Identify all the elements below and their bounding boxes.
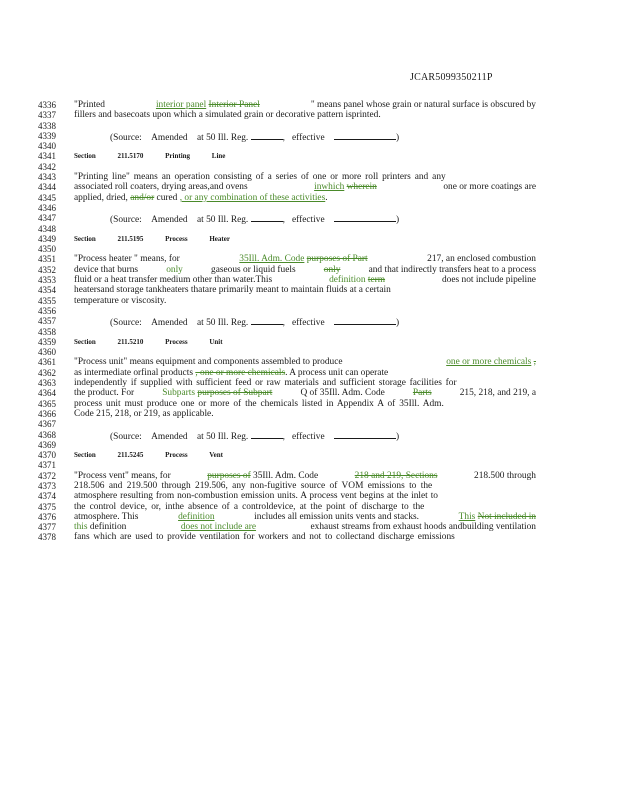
line-number: 4347 (38, 213, 56, 224)
paragraph-process-vent-line-6: this definition does not include are exhaust streams from exhaust hoods andbuilding ventilation (74, 522, 536, 533)
paragraph-process-unit-line-2: as intermediate orfinal products , one or more chemicals. A process unit can operate (74, 367, 389, 378)
line-number: 4356 (38, 305, 56, 316)
line-number: 4376 (38, 511, 56, 522)
line-number: 4339 (38, 130, 56, 141)
paragraph-process-heater-line-2: device that burns only gaseous or liquid fuels only and that indirectly transfers heat to a process (74, 264, 536, 275)
section-heading: Section 211.5195 Process Heater (74, 234, 230, 243)
line-number: 4371 (38, 460, 56, 471)
deletion: Interior Panel (208, 100, 260, 110)
line-number: 4372 (38, 470, 56, 481)
line-number: 4340 (38, 141, 56, 152)
section-heading: Section 211.5210 Process Unit (74, 337, 223, 346)
section-heading: Section 211.5245 Process Vent (74, 451, 223, 460)
line-number: 4338 (38, 120, 56, 131)
paragraph-process-vent-line-3: atmosphere resulting from non-combustion emission units. A process vent begins at the inlet to (74, 491, 438, 502)
line-number: 4348 (38, 223, 56, 234)
line-number: 4367 (38, 419, 56, 430)
line-number: 4351 (38, 254, 56, 265)
line-number: 4343 (38, 172, 56, 183)
line-number: 4362 (38, 367, 56, 378)
line-number: 4377 (38, 522, 56, 533)
line-number: 4361 (38, 357, 56, 368)
line-number: 4336 (38, 100, 56, 110)
source-note: (Source: Amended at 50 Ill. Reg. , effective ) (110, 132, 400, 143)
paragraph-process-unit-line-1: "Process unit" means equipment and components assembled to produce one or more chemicals , (74, 357, 536, 368)
paragraph-process-vent-line-7: fans which are used to provide ventilation for workers and not to collectand discharge emissions (74, 532, 455, 543)
document-body (74, 100, 536, 543)
source-note: (Source: Amended at 50 Ill. Reg. , effective ) (110, 215, 400, 226)
line-number: 4363 (38, 378, 56, 389)
line-number: 4368 (38, 429, 56, 440)
line-number: 4373 (38, 480, 56, 491)
paragraph-printed-line-2: fillers and basecoats upon which a simulated grain or decorative pattern isprinted. (74, 110, 381, 121)
line-number: 4355 (38, 295, 56, 306)
line-number: 4349 (38, 233, 56, 244)
line-number: 4337 (38, 110, 56, 121)
line-number: 4366 (38, 408, 56, 419)
line-number: 4364 (38, 388, 56, 399)
paragraph-printing-line-1: "Printing line" means an operation consisting of a series of one or more roll printers and any (74, 172, 446, 183)
line-number: 4358 (38, 326, 56, 337)
line-number: 4360 (38, 347, 56, 358)
paragraph-process-unit-line-5: process unit must produce one or more of the chemicals listed in Appendix A of 35Ill. Adm. (74, 398, 444, 409)
insertion: interior panel (155, 100, 207, 110)
document-id: JCAR5099350211P (410, 72, 493, 83)
paragraph-process-vent-line-1: "Process vent" means, for purposes of 35Ill. Adm. Code 218 and 219, Sections 218.500 through (74, 470, 536, 481)
line-number: 4375 (38, 501, 56, 512)
line-number: 4345 (38, 192, 56, 203)
line-number: 4357 (38, 316, 56, 327)
section-heading: Section 211.5170 Printing Line (74, 152, 226, 161)
line-number: 4341 (38, 151, 56, 162)
line-number: 4369 (38, 439, 56, 450)
paragraph-process-vent-line-4: the control device, or, inthe absence of a controldevice, at the point of discharge to the (74, 501, 425, 512)
paragraph-process-vent-line-2: 218.506 and 219.500 through 219.506, any non-fugitive source of VOM emissions to the (74, 480, 433, 491)
line-number: 4353 (38, 275, 56, 286)
line-number: 4342 (38, 161, 56, 172)
paragraph-process-heater-line-4: heatersand storage tankheaters thatare primarily meant to maintain fluids at a certain (74, 285, 391, 296)
line-number: 4374 (38, 491, 56, 502)
line-number: 4370 (38, 450, 56, 461)
line-number: 4378 (38, 532, 56, 543)
paragraph-process-vent-line-5: atmosphere. This definition includes all emission units vents and stacks. This Not included in (74, 511, 536, 522)
paragraph-process-unit-line-3: independently if supplied with sufficient feed or raw materials and sufficient storage facilities for (74, 378, 457, 389)
paragraph-process-unit-line-4: the product. For Subparts purposes of Subpart Q of 35Ill. Adm. Code Parts 215, 218, and 219, a (74, 388, 536, 399)
line-number: 4346 (38, 202, 56, 213)
paragraph-printing-line-3: applied, dried, and/or cured , or any combination of these activities. (74, 192, 328, 203)
line-number: 4354 (38, 285, 56, 296)
line-numbers (38, 100, 68, 543)
paragraph-printed-line-1: "Printed interior panel Interior Panel " means panel whose grain or natural surface is obscured by (74, 100, 536, 110)
source-note: (Source: Amended at 50 Ill. Reg. , effective ) (110, 318, 400, 329)
line-number: 4352 (38, 264, 56, 275)
line-number: 4344 (38, 182, 56, 193)
line-number: 4350 (38, 244, 56, 255)
source-note: (Source: Amended at 50 Ill. Reg. , effective ) (110, 431, 400, 442)
paragraph-process-heater-line-1: "Process heater " means, for 35Ill. Adm. Code purposes of Part 217, an enclosed combustion (74, 254, 536, 265)
paragraph-process-heater-line-5: temperature or viscosity. (74, 295, 167, 306)
line-number: 4365 (38, 398, 56, 409)
paragraph-process-heater-line-3: fluid or a heat transfer medium other than water.This definition term does not include pipeline (74, 275, 536, 286)
paragraph-printing-line-2: associated roll coaters, drying areas,and ovens inwhich wherein one or more coatings are (74, 182, 536, 193)
paragraph-process-unit-line-6: Code 215, 218, or 219, as applicable. (74, 408, 214, 419)
line-number: 4359 (38, 336, 56, 347)
